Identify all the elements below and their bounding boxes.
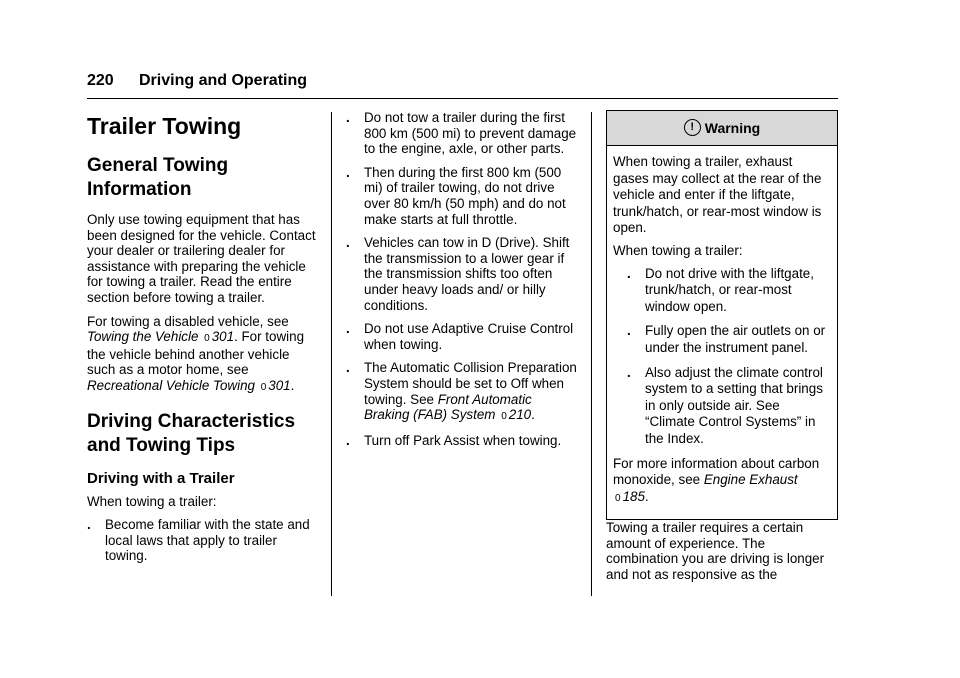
heading-driving-characteristics: Driving Characteristics and Towing Tips — [87, 410, 296, 456]
column-1 — [87, 110, 319, 572]
warning-paragraph: When towing a trailer: — [613, 242, 743, 258]
xref-page[interactable]: 301 — [268, 377, 291, 393]
warning-paragraph: When towing a trailer, exhaust gases may collect at the rear of the vehicle and enter if the liftgate, trunk/hatch, or rear-most window is open. — [613, 154, 822, 236]
heading-driving-with-trailer: Driving with a Trailer — [87, 469, 235, 487]
xref-page[interactable]: 301 — [211, 329, 235, 345]
warning-label: Warning — [704, 120, 761, 136]
page-title: Trailer Towing — [87, 113, 242, 139]
bullet-icon: . — [346, 164, 350, 180]
paragraph-towing-equipment: Only use towing equipment that has been designed for the vehicle. Contact your dealer or trailering dealer for assistance with preparing the vehicle for towing a trailer. Read the entire section before towing a trailer. — [87, 212, 316, 305]
bullet-icon: . — [346, 110, 350, 125]
bullet-icon: . — [346, 432, 350, 448]
xref-front-automatic-braking[interactable]: Front Automatic Braking (FAB) System — [364, 391, 532, 423]
bullet-list — [87, 517, 319, 564]
bullet-icon: . — [627, 364, 631, 380]
warning-paragraph: For more information about carbon monoxide, see Engine Exhaust 0 185. — [613, 455, 820, 504]
paragraph-when-towing: When towing a trailer: — [87, 493, 217, 509]
page-header — [87, 72, 838, 98]
xref-towing-the-vehicle[interactable]: Towing the Vehicle — [87, 329, 199, 345]
bullet-icon: . — [346, 235, 350, 251]
list-item: . The Automatic Collision Preparation System should be set to Off when towing. See Front Automatic Braking (FAB) System 0 210. — [346, 360, 577, 423]
bullet-icon: . — [87, 517, 91, 533]
xref-arrow-icon: 0 — [501, 411, 507, 423]
list-item: . Then during the first 800 km (500 mi) of trailer towing, do not drive over 80 km/h (50 mph) and do not make starts at full throttle. — [346, 164, 566, 227]
section-title: Driving and Operating — [139, 72, 308, 89]
bullet-list — [346, 110, 578, 448]
list-item: . Turn off Park Assist when towing. — [346, 432, 562, 448]
xref-arrow-icon: 0 — [204, 333, 210, 345]
column-3 — [606, 110, 838, 591]
list-item: . Become familiar with the state and local laws that apply to trailer towing. — [87, 517, 310, 564]
list-item: . Do not use Adaptive Cruise Control when towing. — [346, 321, 574, 352]
list-item: . Also adjust the climate control system to a setting that brings in only outside air. See “Climate Control Systems” in the Index. — [627, 364, 823, 446]
bullet-icon: . — [627, 323, 631, 339]
column-divider-2 — [591, 112, 592, 596]
list-item: . Fully open the air outlets on or under the instrument panel. — [627, 323, 826, 355]
heading-general-towing: General Towing Information — [87, 155, 229, 200]
list-item: . Do not tow a trailer during the first 800 km (500 mi) to prevent damage to the engine, axle, or other parts. — [346, 110, 577, 157]
paragraph-disabled-vehicle: For towing a disabled vehicle, see Towing the Vehicle 0 301. For towing the vehicle behind another vehicle such as a motor home, see Recreational Vehicle Towing 0 301. — [87, 313, 305, 393]
warning-header — [607, 111, 837, 146]
bullet-icon: . — [346, 360, 350, 376]
column-2 — [346, 110, 578, 456]
xref-arrow-icon: 0 — [260, 381, 267, 393]
xref-page[interactable]: 185 — [622, 488, 645, 504]
header-divider — [87, 98, 838, 99]
bullet-icon: . — [346, 321, 350, 337]
bullet-icon: . — [627, 265, 631, 281]
warning-box — [606, 110, 838, 520]
xref-recreational-vehicle-towing[interactable]: Recreational Vehicle Towing — [87, 377, 255, 393]
warning-body — [607, 146, 837, 519]
page-number: 220 — [87, 72, 114, 89]
warning-bullet-list — [627, 266, 831, 448]
xref-arrow-icon: 0 — [615, 492, 621, 504]
warning-icon: ! — [684, 119, 701, 136]
xref-page[interactable]: 210 — [508, 407, 532, 423]
list-item: . Do not drive with the liftgate, trunk/hatch, or rear-most window open. — [627, 265, 814, 314]
xref-engine-exhaust[interactable]: Engine Exhaust — [703, 472, 798, 488]
column-divider-1 — [331, 112, 332, 596]
paragraph-towing-experience: Towing a trailer requires a certain amount of experience. The combination you are driving is longer and not as responsive as the — [606, 520, 825, 583]
list-item: . Vehicles can tow in D (Drive). Shift the transmission to a lower gear if the transmission shifts too often under heavy loads and/ or hilly conditions. — [346, 235, 570, 313]
